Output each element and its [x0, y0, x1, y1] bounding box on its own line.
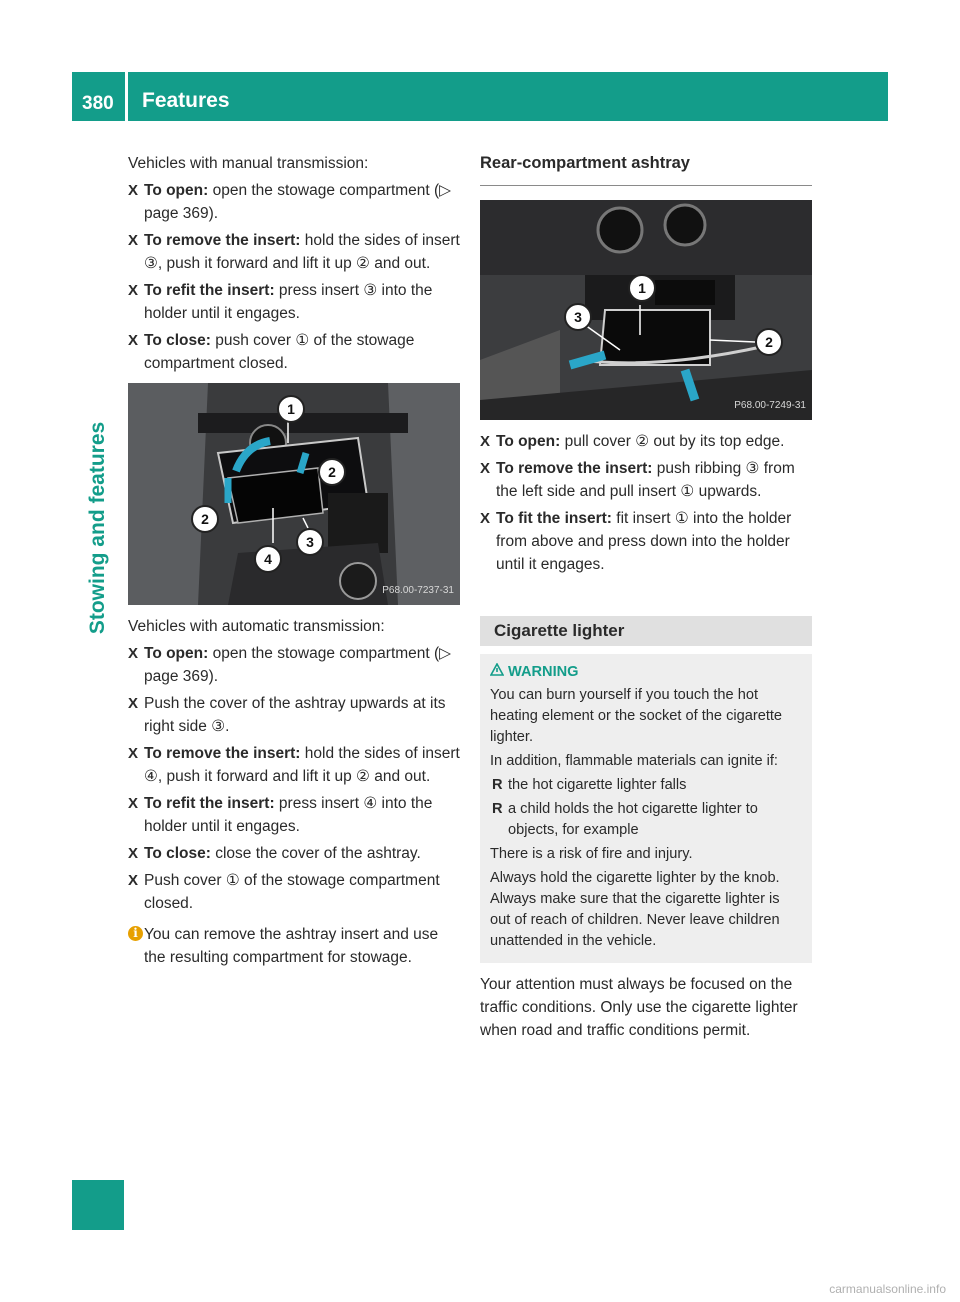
info-note	[128, 923, 460, 969]
instruction-step	[128, 642, 460, 688]
step-text: push cover ① of the stowage compartment closed.	[144, 332, 415, 372]
step-marker-icon: X	[128, 332, 139, 349]
step-text: pull cover ② out by its top edge.	[560, 433, 785, 450]
instruction-step	[128, 692, 460, 738]
step-marker-icon: X	[480, 433, 491, 450]
step-marker-icon: X	[128, 645, 139, 662]
callout-2: 2	[318, 458, 346, 486]
step-label: To open:	[144, 182, 209, 199]
instruction-step	[128, 229, 460, 275]
warning-p1: You can burn yourself if you touch the hot heating element or the socket of the cigarette lighter.	[490, 687, 783, 745]
rear-steps	[480, 430, 812, 576]
step-text: open the stowage compartment (▷ page 369).	[144, 645, 452, 685]
step-label: To remove the insert:	[496, 460, 653, 477]
step-text: hold the sides of insert ④, push it forward and lift it up ② and out.	[144, 745, 460, 785]
step-marker-icon: X	[480, 460, 491, 477]
lighter-heading: Cigarette lighter	[480, 616, 812, 646]
rear-ashtray-heading: Rear-compartment ashtray	[480, 152, 812, 186]
info-icon: i	[128, 926, 143, 941]
side-tab	[72, 1180, 124, 1230]
step-text: press insert ③ into the holder until it engages.	[144, 282, 433, 322]
step-label: To open:	[496, 433, 561, 450]
warning-bullet-text: a child holds the hot cigarette lighter to objects, for example	[508, 801, 758, 838]
rear-callout-2: 2	[755, 328, 783, 356]
step-marker-icon: X	[128, 182, 139, 199]
step-text: hold the sides of insert ③, push it forward and lift it up ② and out.	[144, 232, 460, 272]
warning-title	[490, 662, 802, 683]
warning-bullet: R the hot cigarette lighter falls	[492, 777, 687, 793]
step-label: To refit the insert:	[144, 282, 275, 299]
instruction-step	[128, 792, 460, 838]
callout-3: 3	[296, 528, 324, 556]
step-marker-icon: X	[128, 695, 139, 712]
center-console-photo	[128, 383, 460, 605]
warning-p3: There is a risk of fire and injury.	[490, 846, 693, 862]
warning-title-text: WARNING	[508, 664, 579, 680]
warning-p4: Always hold the cigarette lighter by the knob. Always make sure that the cigarette lighter is out of reach of children. Never leave children unattended in the vehicle.	[490, 870, 780, 949]
instruction-step	[480, 430, 812, 453]
side-chapter-label: Stowing and features	[86, 421, 109, 635]
callout-4: 4	[254, 545, 282, 573]
step-text: fit insert ① into the holder from above and press down into the holder until it engages.	[496, 510, 792, 573]
step-marker-icon: X	[480, 510, 491, 527]
step-marker-icon: X	[128, 232, 139, 249]
auto-steps	[128, 642, 460, 915]
warning-triangle-icon	[490, 662, 508, 683]
left-column	[128, 152, 460, 969]
warning-p2: In addition, flammable materials can ignite if:	[490, 753, 778, 769]
instruction-step	[128, 329, 460, 375]
step-label: To fit the insert:	[496, 510, 612, 527]
warning-box	[480, 654, 812, 963]
warning-bullet: R a child holds the hot cigarette lighter to objects, for example	[492, 801, 758, 838]
step-text: Push the cover of the ashtray upwards at its right side ③.	[144, 695, 446, 735]
manual-steps	[128, 179, 460, 375]
right-column	[480, 152, 812, 1042]
step-label: To remove the insert:	[144, 232, 301, 249]
step-marker-icon: X	[128, 745, 139, 762]
step-text: press insert ④ into the holder until it engages.	[144, 795, 433, 835]
step-label: To close:	[144, 845, 211, 862]
rear-callout-1: 1	[628, 274, 656, 302]
rear-photo-code: P68.00-7249-31	[734, 400, 806, 411]
instruction-step	[128, 869, 460, 915]
footer-watermark: carmanualsonline.info	[829, 1282, 946, 1296]
manual-intro: Vehicles with manual transmission:	[128, 155, 369, 172]
step-marker-icon: X	[128, 872, 139, 889]
warning-bullet-text: the hot cigarette lighter falls	[508, 777, 687, 793]
step-marker-icon: X	[128, 795, 139, 812]
step-marker-icon: X	[128, 282, 139, 299]
step-text: close the cover of the ashtray.	[210, 845, 421, 862]
rear-ashtray-photo	[480, 200, 812, 420]
step-text: open the stowage compartment (▷ page 369).	[144, 182, 452, 222]
page-number: 380	[82, 93, 114, 114]
header-separator	[125, 72, 128, 121]
instruction-step	[128, 279, 460, 325]
closing-paragraph: Your attention must always be focused on the traffic conditions. Only use the cigarette lighter when road and traffic conditions permit.	[480, 976, 798, 1039]
step-marker-icon: X	[128, 845, 139, 862]
instruction-step	[128, 842, 460, 865]
instruction-step	[128, 742, 460, 788]
step-label: To open:	[144, 645, 209, 662]
step-text: Push cover ① of the stowage compartment closed.	[144, 872, 440, 912]
step-label: To remove the insert:	[144, 745, 301, 762]
callout-1: 1	[277, 395, 305, 423]
callout-2b: 2	[191, 505, 219, 533]
photo-code: P68.00-7237-31	[382, 585, 454, 596]
section-title: Features	[142, 89, 230, 112]
rear-callout-3: 3	[564, 303, 592, 331]
instruction-step	[128, 179, 460, 225]
rear-ashtray-illustration	[480, 200, 812, 420]
step-text: push ribbing ③ from the left side and pull insert ① upwards.	[496, 460, 795, 500]
auto-intro: Vehicles with automatic transmission:	[128, 618, 385, 635]
instruction-step	[480, 507, 812, 576]
instruction-step	[480, 457, 812, 503]
step-label: To close:	[144, 332, 211, 349]
step-label: To refit the insert:	[144, 795, 275, 812]
info-text: You can remove the ashtray insert and use the resulting compartment for stowage.	[144, 926, 439, 966]
